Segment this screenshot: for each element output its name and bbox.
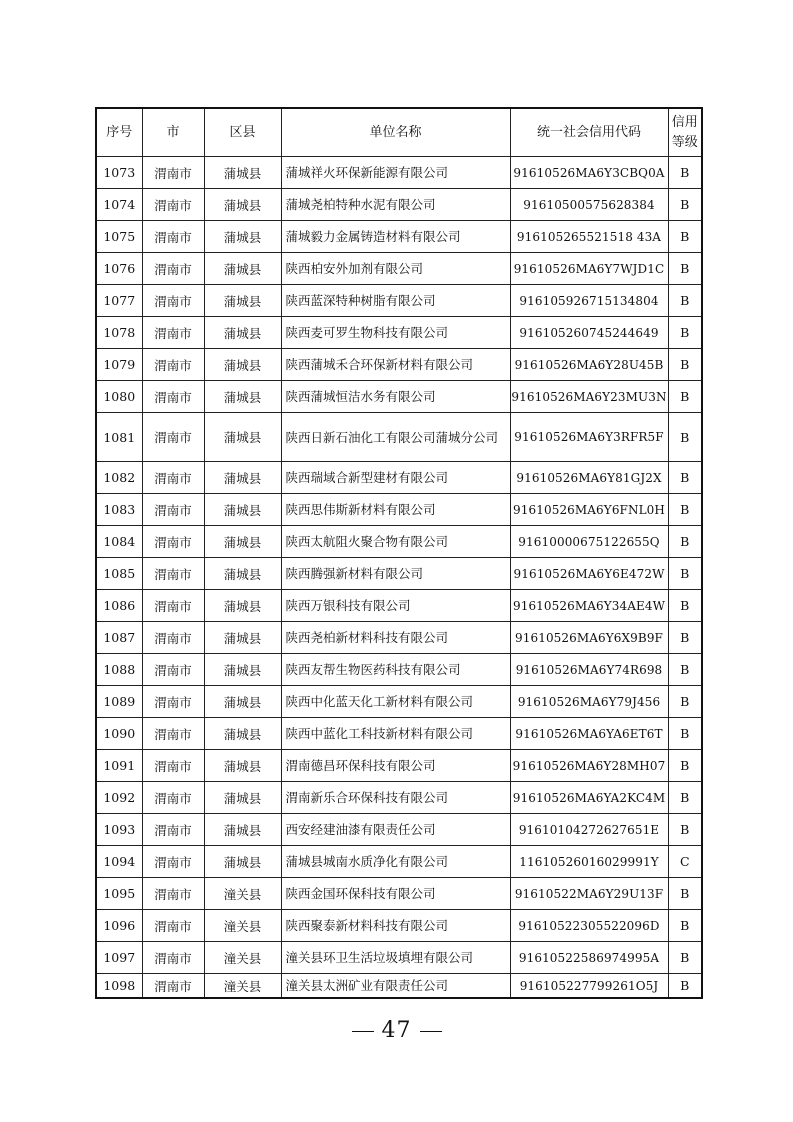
- cell-credit-grade: C: [668, 846, 702, 878]
- cell-county: 潼关县: [204, 878, 281, 910]
- cell-unit-name: 潼关县环卫生活垃圾填埋有限公司: [281, 942, 510, 974]
- table-row: [96, 590, 702, 622]
- table-row: [96, 878, 702, 910]
- table-row: [96, 718, 702, 750]
- cell-credit-code: 91610500575628384: [510, 189, 668, 221]
- cell-credit-grade: B: [668, 349, 702, 381]
- cell-credit-code: 91610526MA6Y28U45B: [510, 349, 668, 381]
- header-seq: 序号: [96, 108, 142, 157]
- cell-credit-grade: B: [668, 622, 702, 654]
- table-row: [96, 494, 702, 526]
- table-row: [96, 253, 702, 285]
- cell-city: 渭南市: [142, 942, 204, 974]
- cell-county: 蒲城县: [204, 253, 281, 285]
- table-row: [96, 750, 702, 782]
- table-row: [96, 846, 702, 878]
- cell-credit-grade: B: [668, 782, 702, 814]
- cell-unit-name: 陕西麦可罗生物科技有限公司: [281, 317, 510, 349]
- cell-credit-grade: B: [668, 942, 702, 974]
- cell-seq: 1082: [96, 462, 142, 494]
- table-row: [96, 910, 702, 942]
- cell-credit-code: 91610526MA6Y81GJ2X: [510, 462, 668, 494]
- cell-credit-grade: B: [668, 285, 702, 317]
- cell-county: 蒲城县: [204, 462, 281, 494]
- table-row: [96, 622, 702, 654]
- cell-county: 潼关县: [204, 942, 281, 974]
- table-row: [96, 526, 702, 558]
- cell-credit-grade: B: [668, 462, 702, 494]
- table-row: [96, 782, 702, 814]
- cell-seq: 1088: [96, 654, 142, 686]
- cell-credit-code: 916105926715134804: [510, 285, 668, 317]
- cell-credit-grade: B: [668, 718, 702, 750]
- cell-city: 渭南市: [142, 622, 204, 654]
- cell-county: 蒲城县: [204, 846, 281, 878]
- cell-credit-grade: B: [668, 317, 702, 349]
- cell-credit-grade: B: [668, 526, 702, 558]
- credit-rating-table: [95, 107, 703, 999]
- cell-credit-grade: B: [668, 750, 702, 782]
- cell-county: 蒲城县: [204, 317, 281, 349]
- page-footer: [0, 1018, 793, 1043]
- table-row: [96, 381, 702, 413]
- header-county: 区县: [204, 108, 281, 157]
- table-row: [96, 413, 702, 462]
- table-header: [96, 108, 702, 157]
- cell-credit-grade: B: [668, 221, 702, 253]
- table-row: [96, 349, 702, 381]
- cell-seq: 1073: [96, 157, 142, 189]
- cell-county: 蒲城县: [204, 526, 281, 558]
- cell-city: 渭南市: [142, 526, 204, 558]
- page-number-left-dash: [352, 1031, 374, 1032]
- cell-credit-grade: B: [668, 494, 702, 526]
- cell-seq: 1097: [96, 942, 142, 974]
- cell-credit-code: 916105260745244649: [510, 317, 668, 349]
- cell-credit-code: 91610104272627651E: [510, 814, 668, 846]
- cell-unit-name: 陕西蒲城恒洁水务有限公司: [281, 381, 510, 413]
- cell-city: 渭南市: [142, 381, 204, 413]
- cell-city: 渭南市: [142, 782, 204, 814]
- page-number-right-dash: [420, 1031, 442, 1032]
- table-row: [96, 221, 702, 253]
- cell-seq: 1080: [96, 381, 142, 413]
- cell-county: 蒲城县: [204, 718, 281, 750]
- header-unit-name: 单位名称: [281, 108, 510, 157]
- cell-seq: 1074: [96, 189, 142, 221]
- cell-credit-grade: B: [668, 381, 702, 413]
- cell-county: 蒲城县: [204, 558, 281, 590]
- cell-city: 渭南市: [142, 750, 204, 782]
- table-row: [96, 462, 702, 494]
- header-credit-grade: [668, 108, 702, 157]
- table-row: [96, 285, 702, 317]
- cell-county: 蒲城县: [204, 285, 281, 317]
- cell-seq: 1078: [96, 317, 142, 349]
- cell-county: 蒲城县: [204, 782, 281, 814]
- cell-unit-name: 陕西友帮生物医药科技有限公司: [281, 654, 510, 686]
- cell-seq: 1091: [96, 750, 142, 782]
- table-row: [96, 654, 702, 686]
- cell-credit-code: 91610526MA6Y34AE4W: [510, 590, 668, 622]
- cell-county: 蒲城县: [204, 157, 281, 189]
- cell-unit-name: 陕西日新石油化工有限公司蒲城分公司: [281, 413, 510, 462]
- cell-seq: 1084: [96, 526, 142, 558]
- cell-unit-name: 陕西万银科技有限公司: [281, 590, 510, 622]
- cell-unit-name: 渭南德昌环保科技有限公司: [281, 750, 510, 782]
- cell-seq: 1085: [96, 558, 142, 590]
- cell-city: 渭南市: [142, 349, 204, 381]
- cell-county: 潼关县: [204, 910, 281, 942]
- cell-credit-grade: B: [668, 558, 702, 590]
- cell-credit-grade: B: [668, 654, 702, 686]
- cell-city: 渭南市: [142, 590, 204, 622]
- cell-county: 蒲城县: [204, 686, 281, 718]
- cell-city: 渭南市: [142, 253, 204, 285]
- cell-credit-code: 91610526MA6Y3RFR5F: [510, 413, 668, 462]
- cell-credit-grade: B: [668, 253, 702, 285]
- cell-credit-code: 91610526MA6YA2KC4M: [510, 782, 668, 814]
- cell-unit-name: 陕西聚泰新材料科技有限公司: [281, 910, 510, 942]
- cell-credit-code: 91610522MA6Y29U13F: [510, 878, 668, 910]
- cell-unit-name: 蒲城祥火环保新能源有限公司: [281, 157, 510, 189]
- cell-seq: 1087: [96, 622, 142, 654]
- cell-credit-code: 916105227799261O5J: [510, 974, 668, 999]
- cell-credit-code: 11610526016029991Y: [510, 846, 668, 878]
- cell-county: 蒲城县: [204, 750, 281, 782]
- header-city: 市: [142, 108, 204, 157]
- table-row: [96, 686, 702, 718]
- cell-city: 渭南市: [142, 686, 204, 718]
- cell-city: 渭南市: [142, 221, 204, 253]
- cell-credit-code: 91610526MA6Y23MU3N: [510, 381, 668, 413]
- cell-unit-name: 陕西尧柏新材料科技有限公司: [281, 622, 510, 654]
- cell-county: 蒲城县: [204, 413, 281, 462]
- cell-unit-name: 陕西中蓝化工科技新材料有限公司: [281, 718, 510, 750]
- cell-county: 蒲城县: [204, 590, 281, 622]
- cell-credit-code: 91610526MA6Y28MH07: [510, 750, 668, 782]
- cell-city: 渭南市: [142, 558, 204, 590]
- cell-unit-name: 蒲城县城南水质净化有限公司: [281, 846, 510, 878]
- cell-seq: 1093: [96, 814, 142, 846]
- table-row: [96, 974, 702, 999]
- cell-credit-code: 91610522305522096D: [510, 910, 668, 942]
- cell-seq: 1096: [96, 910, 142, 942]
- cell-city: 渭南市: [142, 317, 204, 349]
- cell-seq: 1098: [96, 974, 142, 999]
- table-row: [96, 942, 702, 974]
- table-body: [96, 157, 702, 999]
- cell-unit-name: 陕西金国环保科技有限公司: [281, 878, 510, 910]
- header-credit-grade-label: 信用等级: [671, 114, 698, 150]
- cell-city: 渭南市: [142, 462, 204, 494]
- cell-seq: 1079: [96, 349, 142, 381]
- table-row: [96, 317, 702, 349]
- cell-credit-code: 91610526MA6YA6ET6T: [510, 718, 668, 750]
- cell-unit-name: 蒲城尧柏特种水泥有限公司: [281, 189, 510, 221]
- cell-unit-name: 蒲城毅力金属铸造材料有限公司: [281, 221, 510, 253]
- cell-county: 蒲城县: [204, 654, 281, 686]
- cell-city: 渭南市: [142, 494, 204, 526]
- cell-city: 渭南市: [142, 718, 204, 750]
- cell-unit-name: 陕西思伟斯新材料有限公司: [281, 494, 510, 526]
- cell-county: 蒲城县: [204, 349, 281, 381]
- cell-credit-code: 91610526MA6Y3CBQ0A: [510, 157, 668, 189]
- cell-seq: 1076: [96, 253, 142, 285]
- cell-unit-name: 陕西中化蓝天化工新材料有限公司: [281, 686, 510, 718]
- cell-unit-name: 陕西柏安外加剂有限公司: [281, 253, 510, 285]
- cell-credit-code: 91610522586974995A: [510, 942, 668, 974]
- cell-county: 蒲城县: [204, 494, 281, 526]
- cell-unit-name: 潼关县太洲矿业有限责任公司: [281, 974, 510, 999]
- cell-unit-name: 陕西太航阻火聚合物有限公司: [281, 526, 510, 558]
- cell-city: 渭南市: [142, 814, 204, 846]
- table-row: [96, 558, 702, 590]
- cell-seq: 1086: [96, 590, 142, 622]
- cell-city: 渭南市: [142, 285, 204, 317]
- cell-city: 渭南市: [142, 157, 204, 189]
- cell-credit-code: 91610526MA6Y74R698: [510, 654, 668, 686]
- cell-county: 蒲城县: [204, 381, 281, 413]
- cell-credit-code: 916105265521518 43A: [510, 221, 668, 253]
- cell-unit-name: 西安经建油漆有限责任公司: [281, 814, 510, 846]
- cell-city: 渭南市: [142, 654, 204, 686]
- header-row: [96, 108, 702, 157]
- cell-unit-name: 陕西瑞域合新型建材有限公司: [281, 462, 510, 494]
- cell-seq: 1083: [96, 494, 142, 526]
- cell-credit-grade: B: [668, 910, 702, 942]
- cell-city: 渭南市: [142, 910, 204, 942]
- cell-credit-grade: B: [668, 189, 702, 221]
- cell-unit-name: 陕西蓝深特种树脂有限公司: [281, 285, 510, 317]
- cell-city: 渭南市: [142, 413, 204, 462]
- cell-city: 渭南市: [142, 846, 204, 878]
- cell-credit-code: 91610526MA6Y79J456: [510, 686, 668, 718]
- cell-credit-grade: B: [668, 814, 702, 846]
- cell-county: 蒲城县: [204, 814, 281, 846]
- cell-seq: 1095: [96, 878, 142, 910]
- header-credit-code: 统一社会信用代码: [510, 108, 668, 157]
- cell-credit-code: 91610526MA6Y7WJD1C: [510, 253, 668, 285]
- cell-seq: 1077: [96, 285, 142, 317]
- cell-county: 蒲城县: [204, 221, 281, 253]
- cell-credit-grade: B: [668, 974, 702, 999]
- cell-city: 渭南市: [142, 974, 204, 999]
- cell-credit-code: 91610526MA6Y6E472W: [510, 558, 668, 590]
- cell-credit-grade: B: [668, 157, 702, 189]
- cell-credit-code: 91610526MA6Y6FNL0H: [510, 494, 668, 526]
- cell-credit-code: 91610000675122655Q: [510, 526, 668, 558]
- table-row: [96, 814, 702, 846]
- cell-city: 渭南市: [142, 189, 204, 221]
- table-row: [96, 157, 702, 189]
- cell-unit-name: 陕西蒲城禾合环保新材料有限公司: [281, 349, 510, 381]
- table-row: [96, 189, 702, 221]
- cell-county: 潼关县: [204, 974, 281, 999]
- cell-county: 蒲城县: [204, 189, 281, 221]
- cell-credit-grade: B: [668, 878, 702, 910]
- cell-seq: 1092: [96, 782, 142, 814]
- cell-seq: 1094: [96, 846, 142, 878]
- cell-seq: 1090: [96, 718, 142, 750]
- cell-credit-grade: B: [668, 413, 702, 462]
- cell-seq: 1089: [96, 686, 142, 718]
- cell-credit-grade: B: [668, 590, 702, 622]
- cell-city: 渭南市: [142, 878, 204, 910]
- cell-credit-grade: B: [668, 686, 702, 718]
- cell-seq: 1081: [96, 413, 142, 462]
- cell-credit-code: 91610526MA6Y6X9B9F: [510, 622, 668, 654]
- cell-seq: 1075: [96, 221, 142, 253]
- cell-unit-name: 渭南新乐合环保科技有限公司: [281, 782, 510, 814]
- cell-unit-name: 陕西腾强新材料有限公司: [281, 558, 510, 590]
- page-number: 47: [381, 1018, 412, 1043]
- cell-county: 蒲城县: [204, 622, 281, 654]
